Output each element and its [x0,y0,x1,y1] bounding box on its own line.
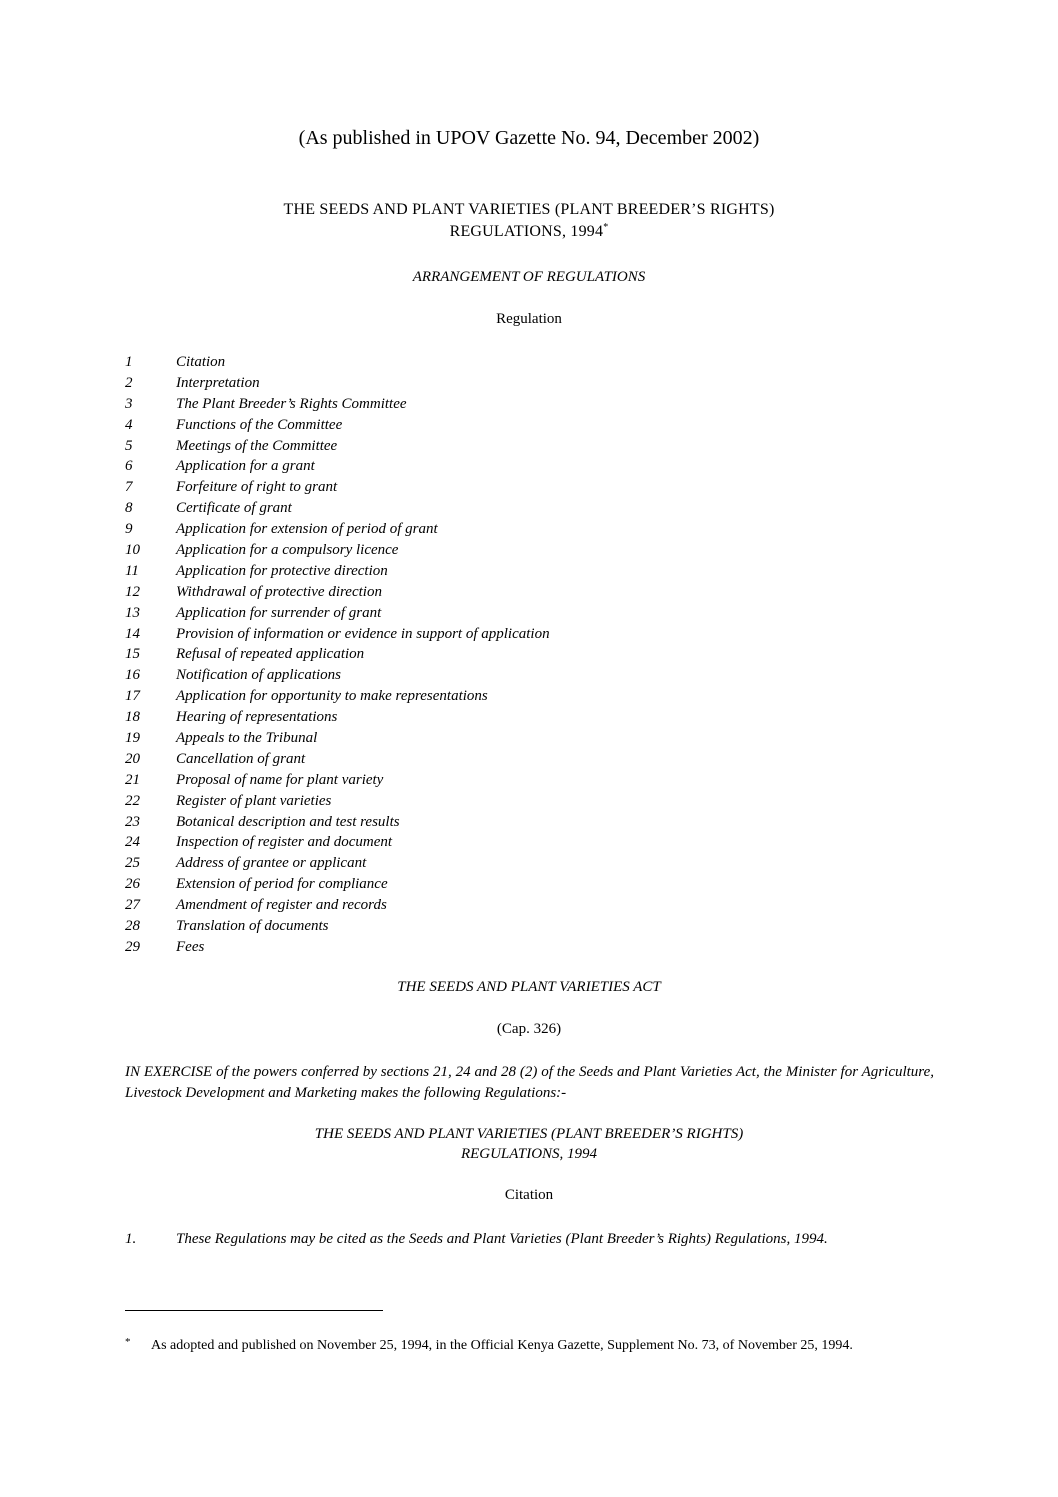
document-title-year: REGULATIONS, 1994 [449,223,604,240]
regulation-list-item [125,853,550,874]
regulation-title: Amendment of register and records [176,897,387,914]
regulations-list [125,352,550,958]
act-title: THE SEEDS AND PLANT VARIETIES ACT [397,979,661,995]
regulation-list-item [125,519,550,540]
regulation-title: Application for surrender of grant [176,604,382,621]
regulation-number: 13 [125,604,140,621]
citation-heading: Citation [504,1187,554,1203]
footnote-divider [125,1310,383,1311]
regulation-number: 4 [125,416,133,433]
regulation-number: 28 [125,918,140,935]
regulation-number: 2 [125,374,133,391]
regulation-number: 10 [125,542,140,559]
regulation-list-item [125,436,550,457]
regulation-title: Translation of documents [176,918,329,935]
regulation-list-item [125,895,550,916]
regulation-list-item [125,373,550,394]
regulation-title: Address of grantee or applicant [176,855,367,872]
regulation-list-item [125,561,550,582]
regulation-list-item [125,937,550,958]
regulations-title-line1: THE SEEDS AND PLANT VARIETIES (PLANT BREEDER’S RIGHTS) [314,1126,744,1142]
regulation-list-item [125,728,550,749]
regulation-number: 15 [125,646,140,663]
regulation-title: Meetings of the Committee [176,437,338,454]
regulation-title: Application for opportunity to make representations [176,688,488,705]
paragraph-number: 1. [125,1231,137,1247]
footnote-text: As adopted and published on November 25, 1994, in the Official Kenya Gazette, Supplement No. 73, of November 25, 1994. [151,1338,853,1353]
title-footnote-mark[interactable]: * [603,222,609,233]
regulation-number: 11 [125,562,139,579]
regulation-title: Proposal of name for plant variety [176,771,384,788]
regulation-list-item [125,582,550,603]
regulation-number: 5 [125,437,133,454]
regulation-number: 18 [125,709,140,726]
regulation-list-item [125,540,550,561]
regulation-title: Application for protective direction [176,562,388,579]
regulation-list-item [125,874,550,895]
regulation-list-item [125,415,550,436]
enacting-clause: IN EXERCISE of the powers conferred by sections 21, 24 and 28 (2) of the Seeds and Plant Varieties Act, the Minister for Agriculture, Livestock Development and Marketing makes the following Regulations:- [125,1064,934,1101]
regulation-number: 19 [125,730,140,747]
regulation-title: Inspection of register and document [176,834,393,851]
regulation-title: The Plant Breeder’s Rights Committee [176,395,407,412]
regulation-number: 27 [125,897,140,914]
regulation-number: 6 [125,458,133,475]
regulation-list-item [125,707,550,728]
regulation-number: 9 [125,521,133,538]
regulation-number: 14 [125,625,140,642]
paragraph-text: These Regulations may be cited as the Seeds and Plant Varieties (Plant Breeder’s Rights) Regulations, 1994. [176,1231,828,1247]
regulation-title: Forfeiture of right to grant [176,479,338,496]
regulation-title: Certificate of grant [176,500,292,517]
regulation-list-item [125,456,550,477]
regulation-title: Application for extension of period of grant [176,521,438,538]
regulation-title: Refusal of repeated application [176,646,365,663]
footnote [125,1336,934,1356]
regulation-title: Appeals to the Tribunal [176,730,318,747]
regulation-title: Notification of applications [176,667,341,684]
regulation-title: Fees [176,938,205,955]
regulation-list-item [125,812,550,833]
regulation-list-item [125,686,550,707]
regulation-title: Botanical description and test results [176,813,400,830]
regulation-title: Register of plant varieties [176,792,332,809]
regulation-list-item [125,644,550,665]
footnote-mark: * [125,1336,131,1348]
regulation-list-item [125,665,550,686]
regulation-list-item [125,791,550,812]
regulation-title: Citation [176,354,226,370]
regulation-list-item [125,832,550,853]
regulation-number: 21 [125,771,140,788]
regulation-number: 25 [125,855,140,872]
regulation-title: Interpretation [176,374,260,391]
regulation-number: 17 [125,688,140,705]
regulation-number: 24 [125,834,140,851]
regulation-list-item [125,916,550,937]
regulation-number: 3 [125,395,133,412]
regulation-list-item [125,624,550,645]
regulation-list-item [125,603,550,624]
regulation-number: 22 [125,792,140,809]
regulation-paragraph-1 [125,1229,934,1250]
regulation-number: 8 [125,500,133,517]
regulation-number: 26 [125,876,140,893]
regulation-number: 1 [125,354,133,370]
regulation-title: Functions of the Committee [176,416,343,433]
document-title-line2 [0,222,1058,241]
regulation-list-item [125,352,550,373]
regulation-column-label: Regulation [496,311,562,327]
regulation-title: Hearing of representations [176,709,338,726]
regulations-title-line2: REGULATIONS, 1994 [460,1146,598,1162]
regulation-title: Application for a grant [176,458,315,475]
regulation-list-item [125,498,550,519]
regulation-title: Provision of information or evidence in support of application [176,625,550,642]
regulation-title: Application for a compulsory licence [176,542,399,559]
regulation-list-item [125,770,550,791]
regulation-list-item [125,477,550,498]
regulation-title: Extension of period for compliance [176,876,388,893]
regulation-number: 7 [125,479,133,496]
regulation-number: 12 [125,583,140,600]
regulation-number: 20 [125,750,140,767]
gazette-reference: (As published in UPOV Gazette No. 94, December 2002) [298,127,760,149]
document-title-line1: THE SEEDS AND PLANT VARIETIES (PLANT BREEDER’S RIGHTS) [283,201,775,218]
regulation-list-item [125,394,550,415]
regulation-number: 23 [125,813,140,830]
regulation-title: Cancellation of grant [176,750,306,767]
act-chapter: (Cap. 326) [496,1021,562,1037]
arrangement-heading: ARRANGEMENT OF REGULATIONS [412,269,646,285]
regulation-list-item [125,749,550,770]
regulation-title: Withdrawal of protective direction [176,583,382,600]
regulation-number: 16 [125,667,140,684]
regulation-number: 29 [125,938,140,955]
